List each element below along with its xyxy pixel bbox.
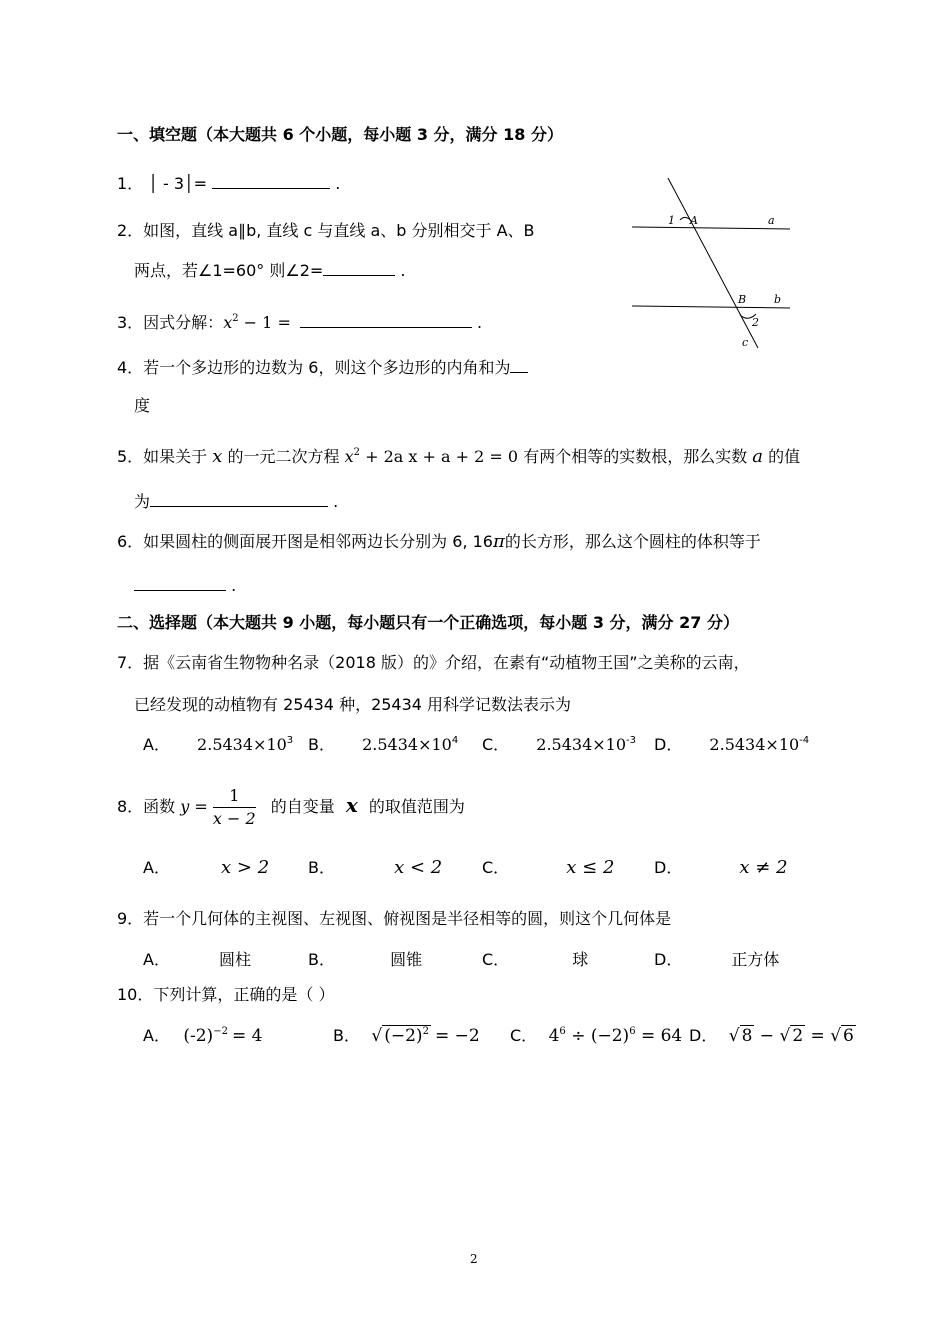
q5-eq-exp: 2	[353, 447, 361, 458]
q7-option-c-base: 2.5434×10	[536, 735, 627, 754]
q6-pi: π	[492, 531, 505, 552]
q10-option-a[interactable]	[143, 1025, 262, 1047]
q10-option-a-base: (-2)	[183, 1026, 214, 1046]
q8-mid: 的自变量	[270, 797, 335, 816]
q7-option-a-exp: 3	[286, 735, 294, 746]
q7-option-a[interactable]	[143, 734, 293, 756]
q9-option-d-label: D．	[654, 950, 683, 969]
q6-answer-blank[interactable]	[134, 574, 226, 591]
page-number: 2	[470, 1252, 478, 1266]
q9-option-d-value: 正方体	[731, 950, 780, 969]
question-4-line2: 度	[134, 396, 151, 415]
label-2: 2	[752, 316, 759, 329]
q8-option-b[interactable]	[308, 857, 442, 879]
section1-heading: 一、填空题（本大题共 6 个小题，每小题 3 分，满分 18 分）	[117, 125, 563, 144]
q5-p2: 的一元二次方程	[227, 447, 340, 466]
question-7-line2: 已经发现的动植物有 25434 种，25434 用科学记数法表示为	[134, 695, 572, 714]
label-c: c	[742, 336, 749, 349]
q9-option-c[interactable]	[482, 949, 588, 971]
section2-heading: 二、选择题（本大题共 9 小题，每小题只有一个正确选项，每小题 3 分，满分 27 分）	[117, 613, 739, 632]
parallel-lines-figure	[628, 176, 800, 354]
q5-var-x: x	[212, 446, 223, 467]
q7-option-b-base: 2.5434×10	[362, 735, 452, 754]
q3-answer-blank[interactable]	[300, 311, 472, 328]
question-4-line1	[117, 356, 528, 379]
q10-option-c-exp2: 6	[629, 1026, 636, 1037]
q1-number: 1．	[117, 174, 144, 193]
q8-option-d[interactable]	[654, 857, 788, 879]
label-a: a	[768, 214, 775, 227]
q5-eq-rest: + 2a x + a + 2 = 0	[360, 447, 519, 466]
q10-option-d-root-sign-2: √	[779, 1026, 791, 1046]
q10-option-c-label: C．	[510, 1026, 538, 1045]
q3-end: .	[477, 313, 483, 332]
q6-end: .	[231, 576, 237, 595]
q8-option-d-value: x ≠ 2	[739, 857, 788, 878]
q1-abs-expr: │ - 3│	[148, 174, 194, 193]
q9-option-c-label: C．	[482, 950, 510, 969]
q5-p1: 5．如果关于	[117, 447, 208, 466]
question-10: 10．下列计算，正确的是（ ）	[117, 985, 335, 1004]
label-1: 1	[668, 214, 675, 227]
label-B: B	[738, 293, 747, 306]
q4-answer-blank[interactable]	[510, 356, 528, 373]
q10-option-c-base1: 4	[548, 1026, 560, 1046]
q10-option-d-label: D．	[689, 1026, 718, 1045]
q8-option-b-value: x < 2	[394, 857, 443, 878]
q10-option-b-label: B．	[333, 1026, 360, 1045]
q3-expr-exp: 2	[232, 313, 239, 324]
q9-option-a-label: A．	[143, 950, 170, 969]
q8-option-a-label: A．	[143, 858, 170, 877]
q7-option-c-exp: -3	[626, 735, 637, 746]
q10-option-c[interactable]	[510, 1025, 682, 1047]
q8-suffix: 的取值范围为	[368, 797, 465, 816]
q7-option-d-base: 2.5434×10	[709, 735, 800, 754]
q8-fraction	[213, 785, 256, 830]
q9-option-b[interactable]	[308, 949, 422, 971]
q7-option-c-label: C．	[482, 735, 510, 754]
q8-option-d-label: D．	[654, 858, 683, 877]
q8-fraction-den: x − 2	[212, 809, 256, 828]
q7-option-b[interactable]	[308, 734, 458, 756]
q7-option-d-exp: -4	[799, 735, 810, 746]
q10-option-b-exp: 2	[422, 1026, 429, 1037]
q3-expr-rest: − 1 =	[238, 313, 291, 332]
q5-answer-blank[interactable]	[150, 490, 328, 507]
q10-option-d-radicand-3: 6	[843, 1026, 854, 1046]
question-2-line1: 2．如图，直线 a∥b, 直线 c 与直线 a、b 分别相交于 A、B	[117, 221, 535, 240]
q10-option-a-result: = 4	[231, 1026, 263, 1046]
q7-option-a-base: 2.5434×10	[197, 735, 287, 754]
q7-option-b-exp: 4	[451, 735, 459, 746]
q5-line2-text: 为	[134, 492, 151, 511]
question-5-line1	[117, 446, 800, 468]
q5-eq-x: x	[344, 447, 354, 466]
question-2-line2	[134, 259, 406, 282]
q2-end: .	[400, 261, 406, 280]
q7-option-d-label: D．	[654, 735, 683, 754]
q10-option-d-radicand-1: 8	[741, 1026, 753, 1046]
q5-end: .	[333, 492, 339, 511]
q7-option-a-label: A．	[143, 735, 170, 754]
question-5-line2	[134, 490, 338, 513]
question-6-line1	[117, 531, 761, 553]
q4-text: 4．若一个多边形的边数为 6，则这个多边形的内角和为	[117, 358, 511, 377]
q8-option-a-value: x > 2	[221, 857, 270, 878]
q10-option-a-label: A．	[143, 1026, 170, 1045]
line-b	[632, 306, 790, 308]
q7-option-c[interactable]	[482, 734, 636, 756]
q1-answer-blank[interactable]	[212, 172, 330, 189]
question-1	[117, 172, 340, 195]
q10-option-d-radicand-2: 2	[792, 1026, 804, 1046]
q8-var-x: x	[345, 793, 358, 817]
q1-equals: =	[193, 174, 208, 193]
q5-p3: 有两个相等的实数根，那么实数	[523, 447, 748, 466]
q10-option-c-base2: ÷ (−2)	[565, 1026, 630, 1046]
q3-label: 3．因式分解：	[117, 313, 224, 332]
q3-expr-x: x	[223, 313, 233, 332]
q5-var-a: a	[752, 446, 764, 467]
q10-option-d-root-sign-1: √	[728, 1026, 740, 1046]
q8-option-c[interactable]	[482, 857, 614, 879]
q9-option-b-label: B．	[308, 950, 335, 969]
q10-option-b-radicand	[382, 1025, 431, 1046]
q6-text-b: 的长方形，那么这个圆柱的体积等于	[504, 532, 761, 551]
label-A: A	[690, 214, 698, 227]
q8-option-c-value: x ≤ 2	[566, 857, 615, 878]
q9-option-a[interactable]	[143, 949, 251, 971]
q7-option-d[interactable]	[654, 734, 809, 756]
q10-option-b-result: = −2	[434, 1026, 480, 1046]
question-7-line1: 7．据《云南省生物物种名录（2018 版）的》介绍，在素有“动植物王国”之美称的云南，	[117, 653, 750, 672]
question-3	[117, 311, 482, 334]
q8-option-a[interactable]	[143, 857, 269, 879]
q10-option-b-root: (−2)	[384, 1026, 423, 1046]
q8-option-b-label: B．	[308, 858, 335, 877]
q5-p4: 的值	[768, 447, 801, 466]
line-a	[632, 227, 790, 229]
question-6-line2	[134, 574, 236, 597]
label-b: b	[774, 293, 782, 306]
q9-option-a-value: 圆柱	[219, 950, 252, 969]
q7-option-b-label: B．	[308, 735, 335, 754]
q9-option-c-value: 球	[572, 950, 589, 969]
q8-prefix: 8．函数	[117, 797, 176, 816]
question-8	[117, 780, 465, 832]
question-9: 9．若一个几何体的主视图、左视图、俯视图是半径相等的圆，则这个几何体是	[117, 909, 672, 928]
q10-option-b[interactable]	[333, 1025, 480, 1047]
q8-option-c-label: C．	[482, 858, 510, 877]
q10-option-c-exp1: 6	[559, 1026, 566, 1037]
q10-option-b-root-sign: √	[371, 1026, 383, 1046]
line-c	[668, 178, 758, 348]
q10-option-d-root-sign-3: √	[830, 1026, 842, 1046]
q2-answer-blank[interactable]	[323, 259, 395, 276]
q8-y: y =	[180, 797, 208, 816]
q6-text-a: 6．如果圆柱的侧面展开图是相邻两边长分别为 6, 16	[117, 532, 493, 551]
q1-end: .	[335, 174, 341, 193]
q10-option-d-equals: =	[805, 1026, 831, 1046]
q10-option-d[interactable]	[689, 1025, 856, 1047]
q9-option-d[interactable]	[654, 949, 779, 971]
q8-fraction-num: 1	[213, 785, 256, 808]
q9-option-b-value: 圆锥	[390, 950, 423, 969]
q10-option-d-minus: −	[754, 1026, 780, 1046]
q2-text: 两点，若∠1=60° 则∠2=	[134, 261, 324, 280]
q10-option-c-result: = 64	[635, 1026, 683, 1046]
q10-option-a-exp: −2	[213, 1026, 228, 1037]
